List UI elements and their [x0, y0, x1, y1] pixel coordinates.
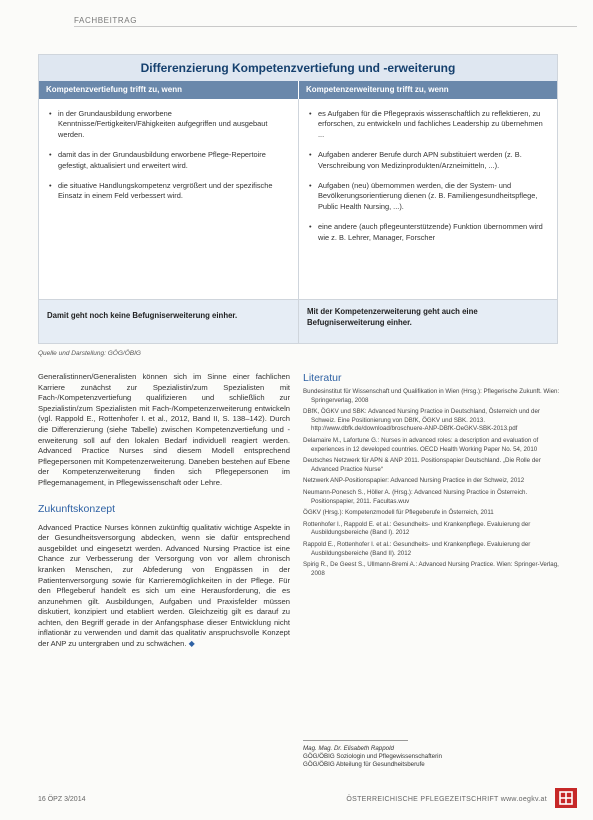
list-item: • Aufgaben anderer Berufe durch APN substituiert werden (z. B. Verschreibung von Medizinprodukten/Arzneimitteln, ...).	[309, 150, 549, 171]
literature-item: Rappold E., Rottenhofer I. et al.: Gesundheits- und Krankenpflege. Evaluierung der Ausbildungsbereiche (Band II). 2012	[303, 540, 531, 557]
literature-item: DBfK, ÖGKV und SBK: Advanced Nursing Practice in Deutschland, Österreich und der Schweiz. Eine Positionierung von DBfK, ÖGKV und SBK. 2013. http://www.dbfk.de/download/broschuere-ANP-DBfK-OeGKV-SBK-2013.pdf	[303, 408, 540, 433]
future-paragraph-text: Advanced Practice Nurses können zukünftig qualitativ wichtige Aspekte in der Gesundheitsversorgung abdecken, wenn sie dafür entsprechend ausgebildet und eingesetzt werden. Advanced Nursing Practice ist eine Chance zur Verbesserung der Versorgung von vor allem chronisch kranken Menschen, zur Abfederung von Engpässen in der Patientenversorgung sowie für Karrieremöglichkeiten in der Pflege. Für den Pflegeberuf handelt es sich um eine Herausforderung, die es anzunehmen gilt. Ausbildungen, Aufgaben und Praxisfelder müssen diskutiert, konzipiert und etabliert werden. Gleichzeitig gilt es darauf zu achten, den Begriff gerade in der Anfangsphase dieser Entwicklung nicht inflationär zu verwenden und damit das qualitativ anspruchsvolle Konzept der ANP zu untergraben und zu schwächen.	[38, 522, 290, 649]
table-col-left	[39, 99, 298, 299]
literature-item: Neumann-Ponesch S., Höller A. (Hrsg.): Advanced Nursing Practice in Österreich. Positionspapier, 2011. Facultas.wuv	[303, 488, 528, 505]
list-item: • damit das in der Grundausbildung erworbene Pflege-Repertoire gefestigt, aktualisiert und erweitert wird.	[49, 150, 290, 171]
author-department: GÖG/ÖBIG Abteilung für Gesundheitsberufe	[303, 761, 425, 769]
table-foot-left: Damit geht noch keine Befugniserweiterung einher.	[47, 311, 238, 320]
list-item: • Aufgaben (neu) übernommen werden, die der System- und Bevölkerungsorientierung dienen (z. B. Familiengesundheitspflege, Public Health Nursing, ...).	[309, 181, 549, 212]
intro-paragraph: Generalistinnen/Generalisten können sich im Sinne einer fachlichen Karriere zunächst zur Spezialistin/zum Spezialisten mit Fach-/Kompetenzvertiefung qualifizieren und schließlich zur Spezialistin/zum Spezialisten mit Fach-/Kompetenzerweiterung entwickeln (vgl. Rappold E., Rottenhofer I. et al., 2012, Band II, S. 138–142). Durch die Differenzierung (siehe Tabelle) zwischen Kompetenzvertiefung und -erweiterung soll auf den lokalen Bedarf individuell reagiert werden. Advanced Practice Nurses sind diesem Modell entsprechend Pflegepersonen mit Kompetenzerweiterung. Daneben bestehen auf Ebene der Kompetenzerweiterung finden sich Pflegepersonen im Pflegemanagement, in Pflegewissenschaft oder Lehre.	[38, 372, 290, 487]
logo-mark-icon	[559, 791, 573, 805]
literature-item: Delamaire M., Lafortune G.: Nurses in advanced roles: a description and evaluation of experiences in 12 developed countries. OECD Health Working Paper No. 54, 2010	[303, 436, 539, 453]
author-block	[303, 745, 503, 770]
section-label: FACHBEITRAG	[74, 16, 138, 25]
table-head-left: Kompetenzvertiefung trifft zu, wenn	[46, 85, 182, 94]
list-item: • es Aufgaben für die Pflegepraxis wissenschaftlich zu reflektieren, zu erforschen, zu entwickeln und fachliches Leadership zu übernehmen ...	[309, 109, 549, 140]
future-paragraph	[38, 523, 290, 650]
literature-item: Bundesinstitut für Wissenschaft und Qualifikation in Wien (Hrsg.): Pflegerische Zukunft. Wien: Springerverlag, 2008	[303, 388, 560, 404]
table-footer-row	[39, 299, 557, 343]
page-number: 16 ÖPZ 3/2014	[38, 796, 86, 803]
literature-item: Deutsches Netzwerk für APN & ANP 2011. Positionspapier Deutschland. „Die Rolle der Advanced Practice Nurse“	[303, 457, 541, 473]
literature-heading: Literatur	[303, 372, 342, 384]
journal-name: ÖSTERREICHISCHE PFLEGEZEITSCHRIFT www.oegkv.at	[346, 796, 547, 803]
literature-item: Netzwerk ANP-Positionspapier: Advanced Nursing Practice in der Schweiz, 2012	[303, 477, 525, 485]
end-diamond-icon: ◆	[188, 639, 195, 649]
list-item: • eine andere (auch pflegeunterstützende) Funktion übernommen wird wie z. B. Lehrer, Manager, Forscher	[309, 222, 549, 243]
table-col-right	[298, 99, 557, 299]
table-foot-right: Mit der Kompetenzerweiterung geht auch eine Befugniserweiterung einher.	[298, 300, 557, 343]
literature-column	[303, 372, 560, 581]
table-title: Differenzierung Kompetenzvertiefung und -erweiterung	[39, 55, 557, 81]
table-header-row	[39, 81, 557, 99]
literature-item: Rottenhofer I., Rappold E. et al.: Gesundheits- und Krankenpflege. Evaluierung der Ausbildungsbereiche (Band I). 2012	[303, 520, 531, 537]
section-heading: Zukunftskonzept	[38, 502, 116, 515]
literature-item: ÖGKV (Hrsg.): Kompetenzmodell für Pflegeberufe in Österreich, 2011	[303, 509, 494, 517]
list-item: • in der Grundausbildung erworbene Kenntnisse/Fertigkeiten/Fähigkeiten aufgegriffen und ausgebaut werden.	[49, 109, 290, 140]
table-body	[39, 99, 557, 299]
comparison-table	[38, 54, 558, 344]
list-item: • die situative Handlungskompetenz vergrößert und der spezifische Einsatz in einem Feld verbessert wird.	[49, 181, 290, 202]
body-column-left	[38, 372, 290, 650]
top-divider	[74, 26, 577, 27]
author-divider	[303, 740, 408, 741]
author-name: Mag. Mag. Dr. Elisabeth Rappold	[303, 745, 394, 752]
literature-item: Spirig R., De Geest S., Ullmann-Bremi A.: Advanced Nursing Practice. Wien: Springer-Verlag, 2008	[303, 561, 559, 577]
table-head-right: Kompetenzerweiterung trifft zu, wenn	[298, 81, 557, 99]
author-role: GÖG/ÖBIG Soziologin und Pflegewissenschafterin	[303, 753, 442, 761]
journal-logo-icon	[555, 788, 577, 808]
table-source: Quelle und Darstellung: GÖG/ÖBIG	[38, 350, 141, 357]
